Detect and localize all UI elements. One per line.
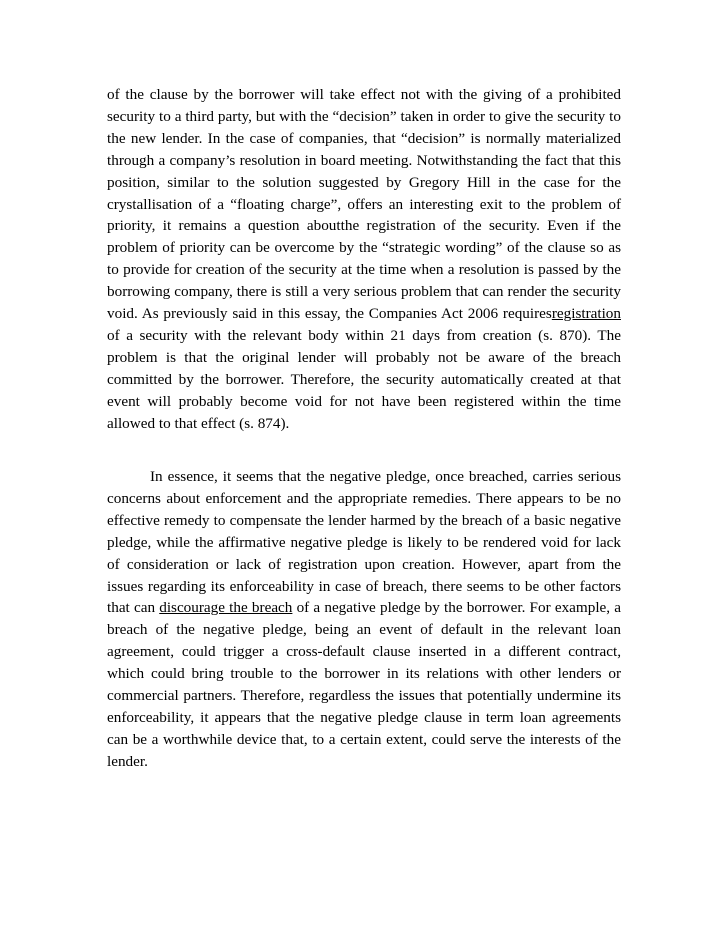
paragraph-text: of a negative pledge by the borrower. For example, a breach of the negative pledge, being an event of default in the relevant loan agreement, could trigger a cross-default clause inserted in a different contract, which could bring trouble to the borrower in its relations with other lenders or commercial partners. Therefore, regardless the issues that potentially undermine its enforceability, it appears that the negative pledge clause in term loan agreements can be a worthwhile device that, to a certain extent, could serve the interests of the lender.: [107, 599, 621, 770]
underlined-term-registration: registration: [551, 305, 621, 323]
paragraph-registration-issue: [107, 84, 621, 435]
paragraph-text: In essence, it seems that the negative pledge, once breached, carries serious concerns about enforcement and the appropriate remedies. There appears to be no effective remedy to compensate the lender harmed by the breach of a basic negative pledge, while the affirmative negative pledge is likely to be rendered void for lack of consideration or lack of registration upon creation. However, apart from the issues regarding its enforceability in case of breach, there seems to be other factors that can: [107, 468, 621, 617]
paragraph-text: of a security with the relevant body within 21 days from creation (s. 870). The problem is that the original lender will probably not be aware of the breach committed by the borrower. Therefore, the security automatically created at that event will probably become void for not have been registered within the time allowed to that effect (s. 874).: [107, 326, 621, 432]
paragraph-text: of the clause by the borrower will take effect not with the giving of a prohibited security to a third party, but with the “decision” taken in order to give the security to the new lender. In the case of companies, that “decision” is normally materialized through a company’s resolution in board meeting. Notwithstanding the fact that this position, similar to the solution suggested by Gregory Hill in the case for the crystallisation of a “floating charge”, offers an interesting exit to the problem of priority, it remains a question aboutthe registration of the security. Even if the problem of priority can be overcome by the “strategic wording” of the clause so as to provide for creation of the security at the time when a resolution is passed by the borrowing company, there is still a very serious problem that can render the security void. As previously said in this essay, the Companies Act 2006 requires: [107, 86, 621, 323]
underlined-phrase-discourage-breach: discourage the breach: [159, 599, 293, 617]
paragraph-conclusion: [107, 466, 621, 773]
